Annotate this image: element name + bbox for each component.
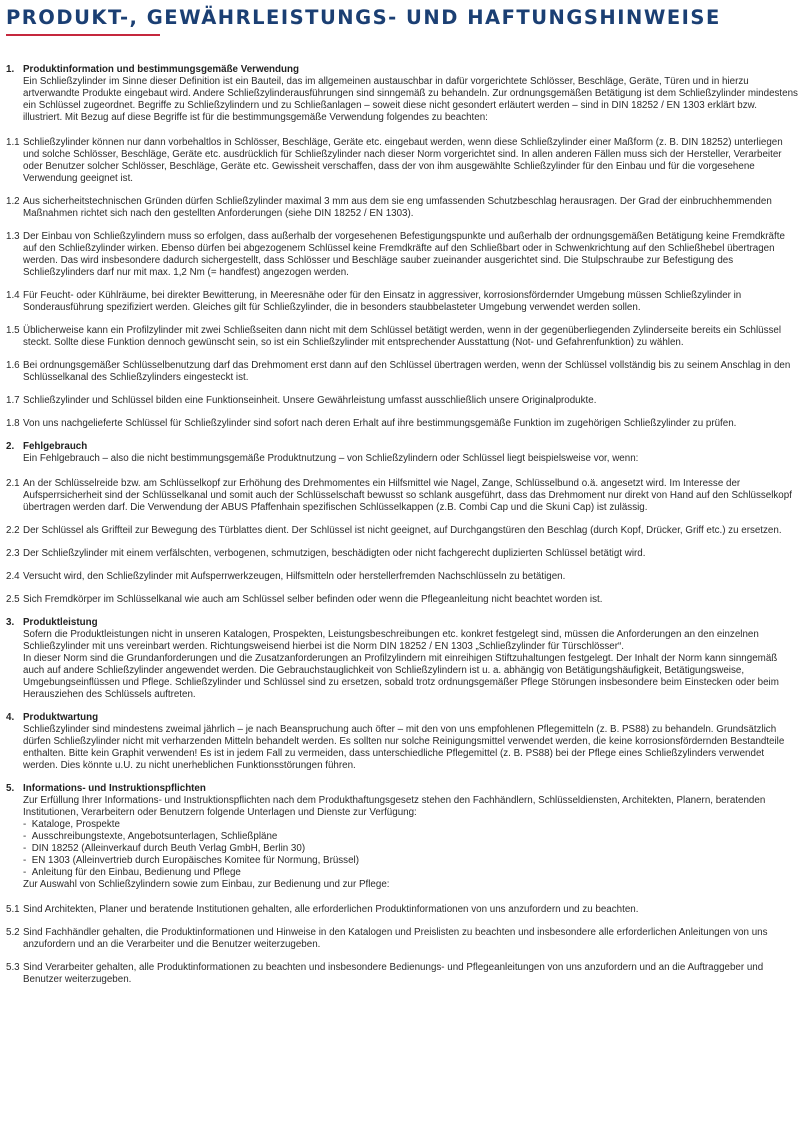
- section-number: 1.: [6, 64, 15, 75]
- clause-text: Schließzylinder und Schlüssel bilden eine Funktionseinheit. Unsere Gewährleistung umfasst ausschließlich unsere Originalprodukte.: [23, 395, 597, 406]
- clause-1-5: [6, 325, 798, 349]
- clause-number: 5.3: [6, 962, 20, 973]
- clause-number: 5.2: [6, 927, 20, 938]
- section-text: Ein Schließzylinder im Sinne dieser Definition ist ein Bauteil, das im allgemeinen austauschbar in dafür vorgerichtete Schlösser, Beschläge, Geräte, Türen und in hierzu artverwandte Produkte eingebaut wird. Andere Schließzylinderausführungen sind sinngemäß zu behandeln. Zur ordnungsgemäßen Betätigung ist dem Schließzylinder mindestens ein Schlüssel zugeordnet. Begriffe zu Schließzylindern und zu Schließanlagen – soweit diese nicht gesondert erläutert werden – sind in DIN 18252 / EN 1303 erklärt bzw. illustriert. Mit Bezug auf diese Begriffe ist für die bestimmungsgemäße Verwendung folgendes zu beachten:: [23, 76, 798, 123]
- clause-text: Sind Fachhändler gehalten, die Produktinformationen und Hinweise in den Katalogen und Preislisten zu beachten und insbesondere alle erforderlichen Anleitungen von uns anzufordern und an die Verarbeiter und die Benutzer weiterzugeben.: [23, 927, 768, 950]
- clause-2-4: [6, 571, 798, 583]
- clause-1-4: [6, 290, 798, 314]
- clause-1-6: [6, 360, 798, 384]
- clause-text: Sich Fremdkörper im Schlüsselkanal wie auch am Schlüssel selber befinden oder wenn die Pflegeanleitung nicht beachtet worden ist.: [23, 594, 603, 605]
- section-text-continued: Zur Auswahl von Schließzylindern sowie zum Einbau, zur Bedienung und zur Pflege:: [23, 879, 390, 890]
- list-item: - Ausschreibungstexte, Angebotsunterlagen, Schließpläne: [23, 831, 798, 843]
- list-item: - DIN 18252 (Alleinverkauf durch Beuth Verlag GmbH, Berlin 30): [23, 843, 798, 855]
- clause-number: 2.4: [6, 571, 20, 582]
- clause-2-3: [6, 548, 798, 560]
- clause-number: 5.1: [6, 904, 20, 915]
- section-text: Sofern die Produktleistungen nicht in unseren Katalogen, Prospekten, Leistungsbeschreibungen etc. konkret festgelegt sind, müssen die Anforderungen an den einzelnen Schließzylinder mit uns vereinbart werden. Richtungsweisend hierbei ist die Norm DIN 18252 / EN 1303 „Schließzylinder für Türschlösser“.: [23, 629, 759, 652]
- section-2: [6, 441, 798, 465]
- clause-number: 1.3: [6, 231, 20, 242]
- section-text-continued: In dieser Norm sind die Grundanforderungen und die Zusatzanforderungen an Profilzylindern mit einreihigen Stiftzuhaltungen festgelegt. Der Inhalt der Norm kann sinngemäß auch auf andere Schließzylinder angewendet werden. Die Gebrauchstauglichkeit von Schließzylindern ist u. a. abhängig von Betätigungshäufigkeit, Betätigungsweise, Umgebungseinflüssen und Pflege. Schließzylinder und Schlüssel sind zu ersetzen, sobald trotz ordnungsgemäßer Pflege Störungen insbesondere beim Einstecken oder beim Herausziehen des Schlüssels auftreten.: [23, 653, 779, 700]
- clause-number: 2.1: [6, 478, 20, 489]
- clause-text: Schließzylinder können nur dann vorbehaltlos in Schlösser, Beschläge, Geräte etc. eingebaut werden, wenn diese Schließzylinder einer Maßform (z. B. DIN 18252) unterliegen und solche Schlösser, Beschläge, Geräte etc. ausdrücklich für Schließzylinder nach dieser Norm vorgerichtet sind. In allen anderen Fällen muss sich der Hersteller, Verarbeiter oder Benutzer solcher Schlösser, Beschläge, Geräte etc. Gewissheit verschaffen, dass der von ihm ausgewählte Schließzylinder für den Einbau und für die vorgesehene Verwendung geeignet ist.: [23, 137, 783, 184]
- clause-5-3: [6, 962, 798, 986]
- clause-number: 1.5: [6, 325, 20, 336]
- clause-number: 1.2: [6, 196, 20, 207]
- clause-number: 1.7: [6, 395, 20, 406]
- clause-number: 1.8: [6, 418, 20, 429]
- clause-text: Versucht wird, den Schließzylinder mit Aufsperrwerkzeugen, Hilfsmitteln oder herstellerfremden Nachschlüsseln zu betätigen.: [23, 571, 566, 582]
- clause-number: 2.3: [6, 548, 20, 559]
- section-text: Schließzylinder sind mindestens zweimal jährlich – je nach Beanspruchung auch öfter – mit den von uns empfohlenen Pflegemitteln (z. B. PS88) zu behandeln. Grundsätzlich dürfen Schließzylinder nicht mit verharzenden Mitteln behandelt werden. Es sollten nur solche Reinigungsmittel verwendet werden, die keine korrosionsfördernden Bestandteile enthalten. Bitte kein Graphit verwenden! Es ist in jedem Fall zu vermeiden, dass unterschiedliche Pflegemittel (z. B. PS88) bei der Pflege eines Schließzylinders verwendet werden. Dies könnte u.U. zu nicht unerheblichen Funktionsstörungen führen.: [23, 724, 785, 771]
- section-heading: Produktleistung: [23, 617, 98, 628]
- section-3: [6, 617, 798, 701]
- clause-2-5: [6, 594, 798, 606]
- section-number: 4.: [6, 712, 15, 723]
- clause-text: Sind Architekten, Planer und beratende Institutionen gehalten, alle erforderlichen Produktinformationen von uns anzufordern und zu beachten.: [23, 904, 639, 915]
- list-item: - EN 1303 (Alleinvertrieb durch Europäisches Komitee für Normung, Brüssel): [23, 855, 798, 867]
- page-title: PRODUKT-, GEWÄHRLEISTUNGS- UND HAFTUNGSHINWEISE: [6, 6, 721, 29]
- clause-text: Sind Verarbeiter gehalten, alle Produktinformationen zu beachten und insbesondere Bedienungs- und Pflegeanleitungen von uns anzufordern und an die Auftraggeber und Benutzer weiterzugeben.: [23, 962, 764, 985]
- clause-text: Üblicherweise kann ein Profilzylinder mit zwei Schließseiten dann nicht mit dem Schlüssel betätigt werden, wenn in der gegenüberliegenden Zylinderseite bereits ein Schlüssel steckt. Sollte diese Funktion dennoch gewünscht sein, so ist ein Schließzylinder mit entsprechender Ausstattung (Not- und Gefahrenfunktion) zu wählen.: [23, 325, 782, 348]
- section-text: Ein Fehlgebrauch – also die nicht bestimmungsgemäße Produktnutzung – von Schließzylindern oder Schlüssel liegt beispielsweise vor, wenn:: [23, 453, 639, 464]
- list-item: - Anleitung für den Einbau, Bedienung und Pflege: [23, 867, 798, 879]
- section-number: 2.: [6, 441, 15, 452]
- title-underline: [6, 34, 160, 36]
- section-5: [6, 783, 798, 891]
- clause-number: 2.2: [6, 525, 20, 536]
- section-heading: Fehlgebrauch: [23, 441, 88, 452]
- section-heading: Informations- und Instruktionspflichten: [23, 783, 206, 794]
- clause-number: 1.6: [6, 360, 20, 371]
- document-list: [23, 819, 798, 879]
- clause-1-8: [6, 418, 798, 430]
- clause-text: Für Feucht- oder Kühlräume, bei direkter Bewitterung, in Meeresnähe oder für den Einsatz in aggressiver, korrosionsfördernder Umgebung müssen Schließzylinder in Sonderausführung spezifiziert werden. Gleiches gilt für Schließzylinder, die in besonders staubbelasteter Umgebung verwendet werden sollen.: [23, 290, 742, 313]
- clause-number: 2.5: [6, 594, 20, 605]
- clause-1-2: [6, 196, 798, 220]
- clause-text: Der Schließzylinder mit einem verfälschten, verbogenen, schmutzigen, beschädigten oder nicht fachgerecht duplizierten Schlüssel betätigt wird.: [23, 548, 646, 559]
- clause-text: Der Schlüssel als Griffteil zur Bewegung des Türblattes dient. Der Schlüssel ist nicht geeignet, auf Durchgangstüren den Beschlag (durch Kopf, Drücker, Griff etc.) zu ersetzen.: [23, 525, 782, 536]
- clause-number: 1.1: [6, 137, 20, 148]
- clause-5-1: [6, 904, 798, 916]
- section-text: Zur Erfüllung Ihrer Informations- und Instruktionspflichten nach dem Produkthaftungsgesetz stehen den Fachhändlern, Schlüsseldiensten, Architekten, Planern, beratenden Institutionen, Verarbeitern oder Benutzern folgende Unterlagen und Dienste zur Verfügung:: [23, 795, 766, 818]
- list-item: - Kataloge, Prospekte: [23, 819, 798, 831]
- clause-text: Von uns nachgelieferte Schlüssel für Schließzylinder sind sofort nach deren Erhalt auf ihre bestimmungsgemäße Funktion im zugehörigen Schließzylinder zu prüfen.: [23, 418, 737, 429]
- section-heading: Produktinformation und bestimmungsgemäße Verwendung: [23, 64, 299, 75]
- clause-text: Aus sicherheitstechnischen Gründen dürfen Schließzylinder maximal 3 mm aus dem sie eng umfassenden Schutzbeschlag herausragen. Der Grad der einbruchhemmenden Maßnahmen richtet sich nach den gestellten Anforderungen (siehe DIN 18252 / EN 1303).: [23, 196, 772, 219]
- clause-5-2: [6, 927, 798, 951]
- clause-2-2: [6, 525, 798, 537]
- section-heading: Produktwartung: [23, 712, 99, 723]
- clause-2-1: [6, 478, 798, 514]
- clause-number: 1.4: [6, 290, 20, 301]
- clause-1-7: [6, 395, 798, 407]
- section-number: 3.: [6, 617, 15, 628]
- section-1: [6, 64, 798, 124]
- clause-text: Bei ordnungsgemäßer Schlüsselbenutzung darf das Drehmoment erst dann auf den Schlüssel übertragen werden, wenn der Schlüssel vollständig bis zu seinem Anschlag in den Schlüsselkanal des Schließzylinders eingesteckt ist.: [23, 360, 791, 383]
- document-body: [6, 64, 798, 986]
- section-number: 5.: [6, 783, 15, 794]
- clause-1-3: [6, 231, 798, 279]
- clause-text: Der Einbau von Schließzylindern muss so erfolgen, dass außerhalb der vorgesehenen Befestigungspunkte und außerhalb der ordnungsgemäßen Betätigung keine Fremdkräfte auf den Schließzylinder wirken. Ebenso dürfen bei abgezogenem Schlüssel keine Fremdkräfte auf den Schließbart oder in Schwenkrichtung auf den Schließhebel übertragen werden. Das wird insbesondere dadurch sichergestellt, dass Schlösser und Beschläge sauber zueinander ausgerichtet sind. Die Stulpschraube zur Befestigung des Schließzylinders darf nur mit max. 1,2 Nm (= handfest) angezogen werden.: [23, 231, 785, 278]
- clause-text: An der Schlüsselreide bzw. am Schlüsselkopf zur Erhöhung des Drehmomentes ein Hilfsmittel wie Nagel, Zange, Schlüsselbund o.ä. angesetzt wird. Im Interesse der Aufsperrsicherheit sind der Schlüsselkanal und somit auch der Schlüsselschaft bewusst so schlank ausgeführt, dass das Drehmoment nur direkt von Hand auf den Schlüsselkopf übertragen werden darf. Die Verwendung der ABUS Pfaffenhain spezifischen Schlüsselkappen (z.B. Combi Cap und die Skuni Cap) ist zulässig.: [23, 478, 792, 513]
- section-4: [6, 712, 798, 772]
- clause-1-1: [6, 137, 798, 185]
